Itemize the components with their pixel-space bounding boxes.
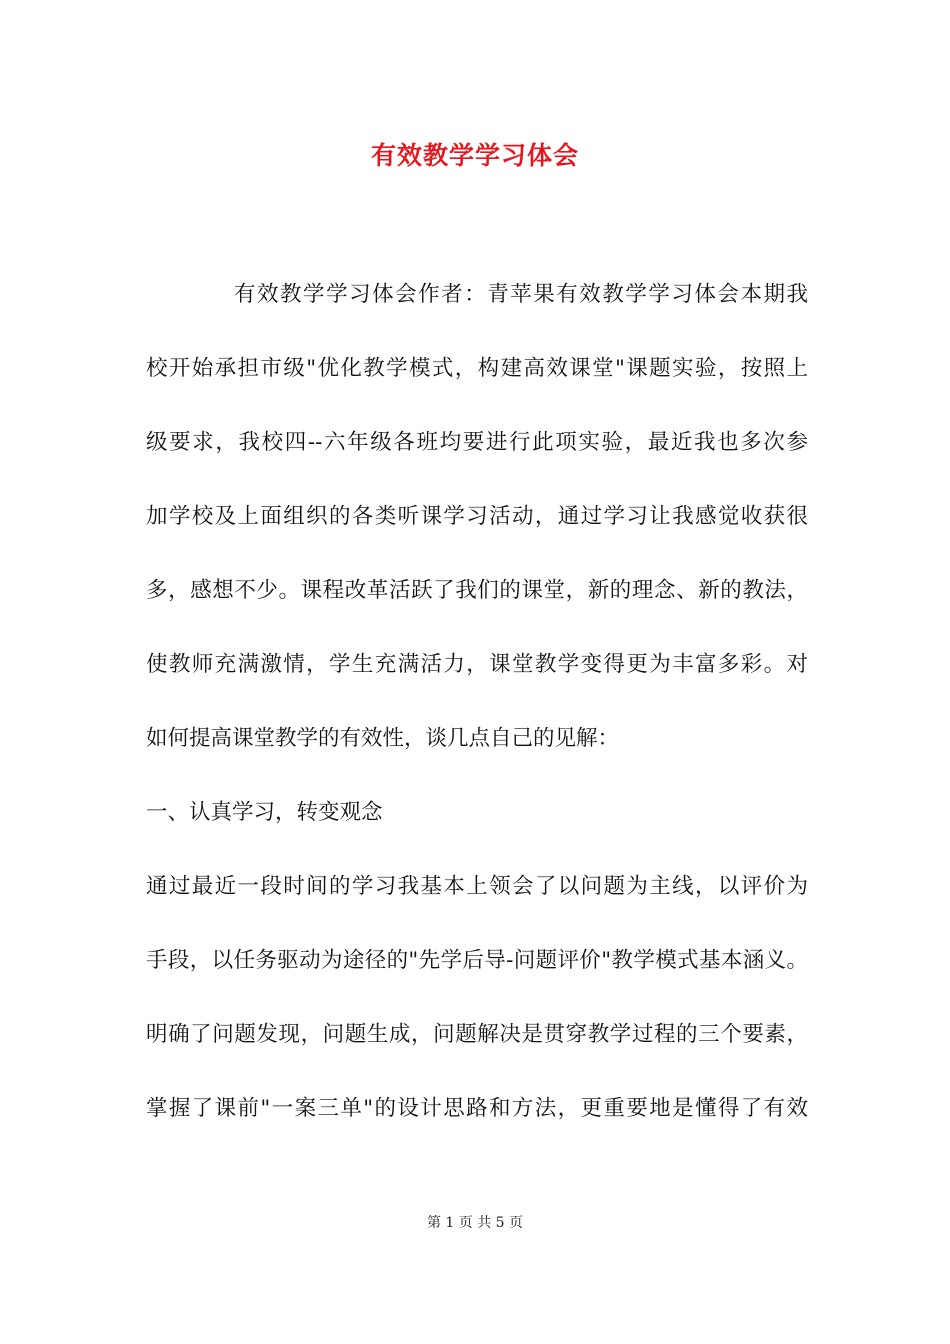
paragraph-line: 多，感想不少。课程改革活跃了我们的课堂，新的理念、新的教法， — [146, 578, 808, 603]
paragraph-line: 手段，以任务驱动为途径的"先学后导-问题评价"教学模式基本涵义。 — [146, 948, 808, 973]
paragraph-line: 使教师充满激情，学生充满活力，课堂教学变得更为丰富多彩。对 — [146, 652, 808, 677]
page-footer: 第 1 页 共 5 页 — [426, 1215, 524, 1231]
paragraph-line: 掌握了课前"一案三单"的设计思路和方法，更重要地是懂得了有效 — [146, 1096, 808, 1121]
paragraph-line: 加学校及上面组织的各类听课学习活动，通过学习让我感觉收获很 — [146, 504, 808, 529]
paragraph-line: 通过最近一段时间的学习我基本上领会了以问题为主线，以评价为 — [146, 874, 808, 899]
paragraph-line: 级要求，我校四--六年级各班均要进行此项实验，最近我也多次参 — [146, 430, 808, 455]
paragraph-line: 如何提高课堂教学的有效性，谈几点自己的见解： — [146, 726, 620, 751]
document-body — [146, 278, 808, 1166]
document-title: 有效教学学习体会 — [370, 141, 579, 170]
paragraph-line: 明确了问题发现，问题生成，问题解决是贯穿教学过程的三个要素， — [146, 1022, 808, 1047]
section-heading: 一、认真学习，转变观念 — [146, 800, 383, 825]
paragraph-line: 有效教学学习体会作者：青苹果有效教学学习体会本期我 — [234, 282, 808, 307]
paragraph-line: 校开始承担市级"优化教学模式，构建高效课堂"课题实验，按照上 — [146, 356, 808, 381]
